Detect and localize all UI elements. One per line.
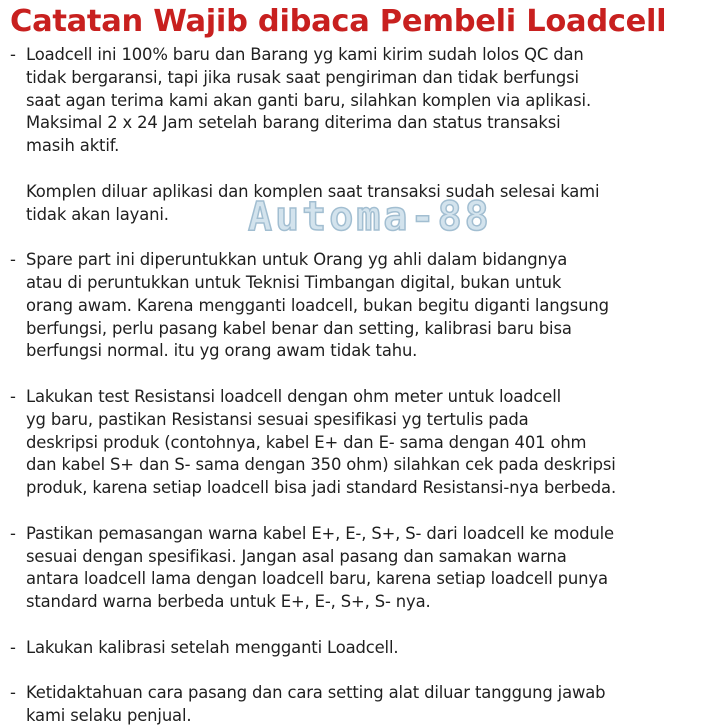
- note-line: saat agan terima kami akan ganti baru, silahkan komplen via aplikasi.: [26, 90, 592, 110]
- note-liability: [10, 682, 722, 726]
- note-line: yg baru, pastikan Resistansi sesuai spesifikasi yg tertulis pada: [26, 409, 529, 429]
- note-line: Pastikan pemasangan warna kabel E+, E-, S+, S- dari loadcell ke module: [26, 523, 614, 543]
- note-resistance-test: [10, 386, 722, 500]
- watermark-text: Automa-88: [248, 194, 492, 240]
- note-line: Spare part ini diperuntukkan untuk Orang yg ahli dalam bidangnya: [26, 250, 568, 270]
- note-cable-colors: [10, 523, 722, 614]
- note-line: Lakukan kalibrasi setelah mengganti Loadcell.: [26, 637, 399, 657]
- bullet-dash: -: [10, 523, 16, 543]
- note-line: Loadcell ini 100% baru dan Barang yg kami kirim sudah lolos QC dan: [26, 45, 584, 64]
- note-line: deskripsi produk (contohnya, kabel E+ dan E- sama dengan 401 ohm: [26, 432, 587, 452]
- note-line: dan kabel S+ dan S- sama dengan 350 ohm) silahkan cek pada deskripsi: [26, 455, 616, 475]
- bullet-dash: -: [10, 637, 16, 657]
- note-line: Lakukan test Resistansi loadcell dengan ohm meter untuk loadcell: [26, 386, 562, 406]
- note-line: Maksimal 2 x 24 Jam setelah barang diterima dan status transaksi: [26, 113, 561, 133]
- note-line: standard warna berbeda untuk E+, E-, S+, S- nya.: [26, 592, 431, 612]
- note-line: berfungsi, perlu pasang kabel benar dan setting, kalibrasi baru bisa: [26, 318, 572, 338]
- bullet-dash: -: [10, 386, 16, 406]
- bullet-dash: -: [10, 45, 16, 64]
- note-line: kami selaku penjual.: [26, 706, 192, 726]
- note-line: sesuai dengan spesifikasi. Jangan asal pasang dan samakan warna: [26, 546, 567, 566]
- note-line: berfungsi normal. itu yg orang awam tidak tahu.: [26, 341, 418, 361]
- note-line: orang awam. Karena mengganti loadcell, bukan begitu diganti langsung: [26, 295, 609, 315]
- note-line: produk, karena setiap loadcell bisa jadi standard Resistansi-nya berbeda.: [26, 478, 617, 498]
- note-line: Ketidaktahuan cara pasang dan cara setting alat diluar tanggung jawab: [26, 683, 606, 703]
- note-line: tidak akan layani.: [26, 204, 169, 224]
- note-line: tidak bergaransi, tapi jika rusak saat pengiriman dan tidak berfungsi: [26, 67, 579, 87]
- note-line: atau di peruntukkan untuk Teknisi Timbangan digital, bukan untuk: [26, 272, 562, 292]
- bullet-dash: -: [10, 683, 16, 703]
- note-calibration: [10, 637, 722, 660]
- page-title: Catatan Wajib dibaca Pembeli Loadcell: [10, 4, 667, 39]
- note-line: antara loadcell lama dengan loadcell baru, karena setiap loadcell punya: [26, 569, 608, 589]
- bullet-dash: -: [10, 250, 16, 270]
- notes-list: [10, 44, 722, 726]
- note-expert-only: [10, 249, 722, 363]
- note-line: masih aktif.: [26, 136, 120, 156]
- note-line: Komplen diluar aplikasi dan komplen saat transaksi sudah selesai kami: [26, 181, 600, 201]
